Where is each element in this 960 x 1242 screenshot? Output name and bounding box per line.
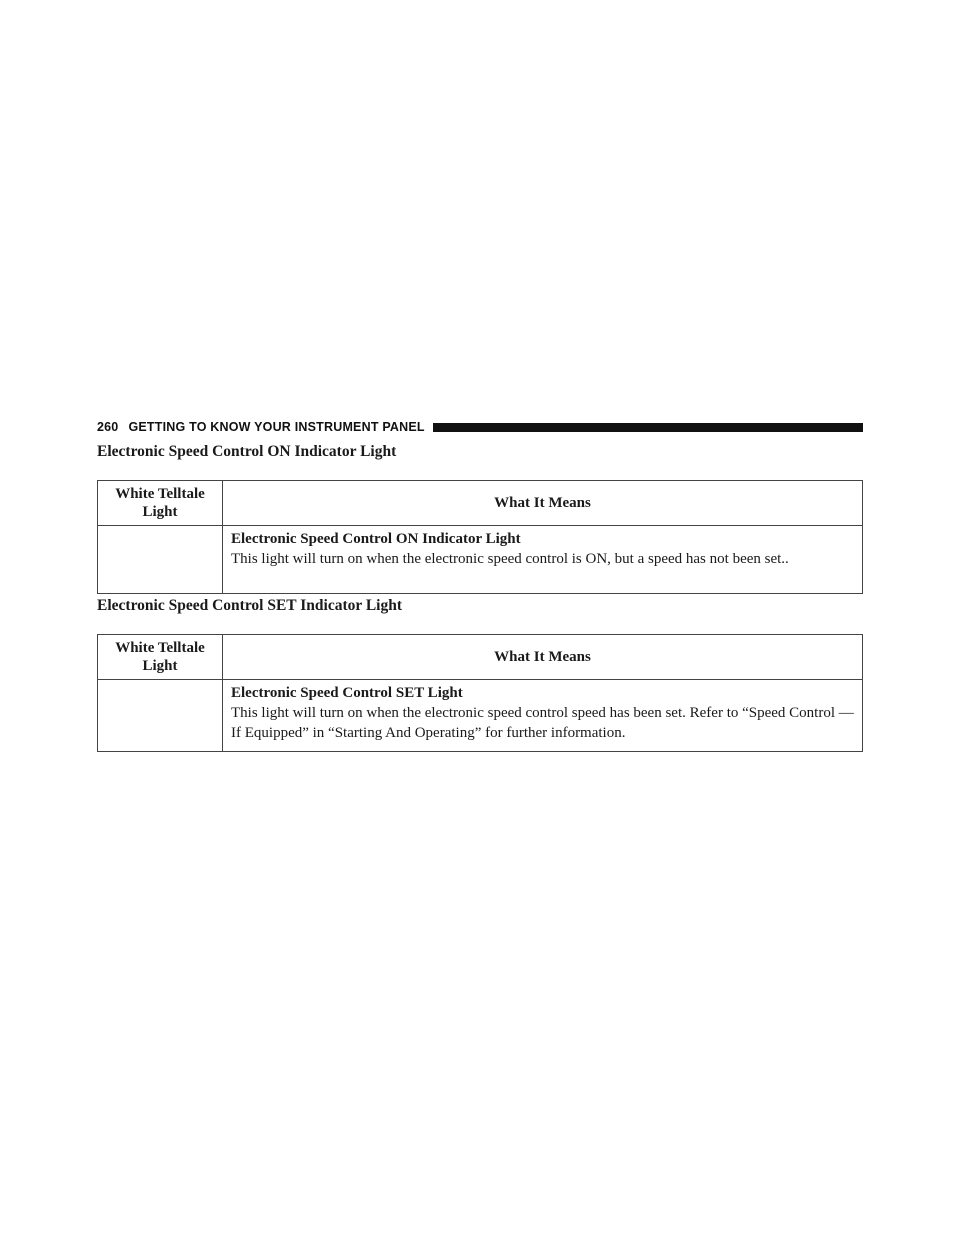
telltale-table-on: [97, 480, 863, 594]
telltale-table-set: [97, 634, 863, 752]
page-number: 260: [97, 420, 119, 434]
indicator-description: This light will turn on when the electronic speed control speed has been set. Refer to “Speed Control — If Equipped” in “Starting And Operating” for further information.: [231, 705, 854, 741]
col-header-meaning: What It Means: [223, 635, 863, 680]
col-header-telltale: White Telltale Light: [98, 481, 223, 526]
section-title-set-indicator: Electronic Speed Control SET Indicator Light: [97, 597, 403, 614]
indicator-name: Electronic Speed Control SET Light: [231, 685, 463, 701]
telltale-icon-cell: [98, 680, 223, 752]
chapter-title: GETTING TO KNOW YOUR INSTRUMENT PANEL: [128, 420, 425, 434]
meaning-cell: [223, 680, 863, 752]
header-rule: [433, 423, 863, 432]
indicator-description: This light will turn on when the electronic speed control is ON, but a speed has not been set..: [231, 551, 789, 567]
meaning-cell: [223, 526, 863, 594]
indicator-name: Electronic Speed Control ON Indicator Light: [231, 531, 521, 547]
section-title-on-indicator: Electronic Speed Control ON Indicator Light: [97, 443, 397, 460]
col-header-meaning: What It Means: [223, 481, 863, 526]
col-header-telltale: White Telltale Light: [98, 635, 223, 680]
telltale-icon-cell: [98, 526, 223, 594]
page-header: [97, 419, 863, 435]
